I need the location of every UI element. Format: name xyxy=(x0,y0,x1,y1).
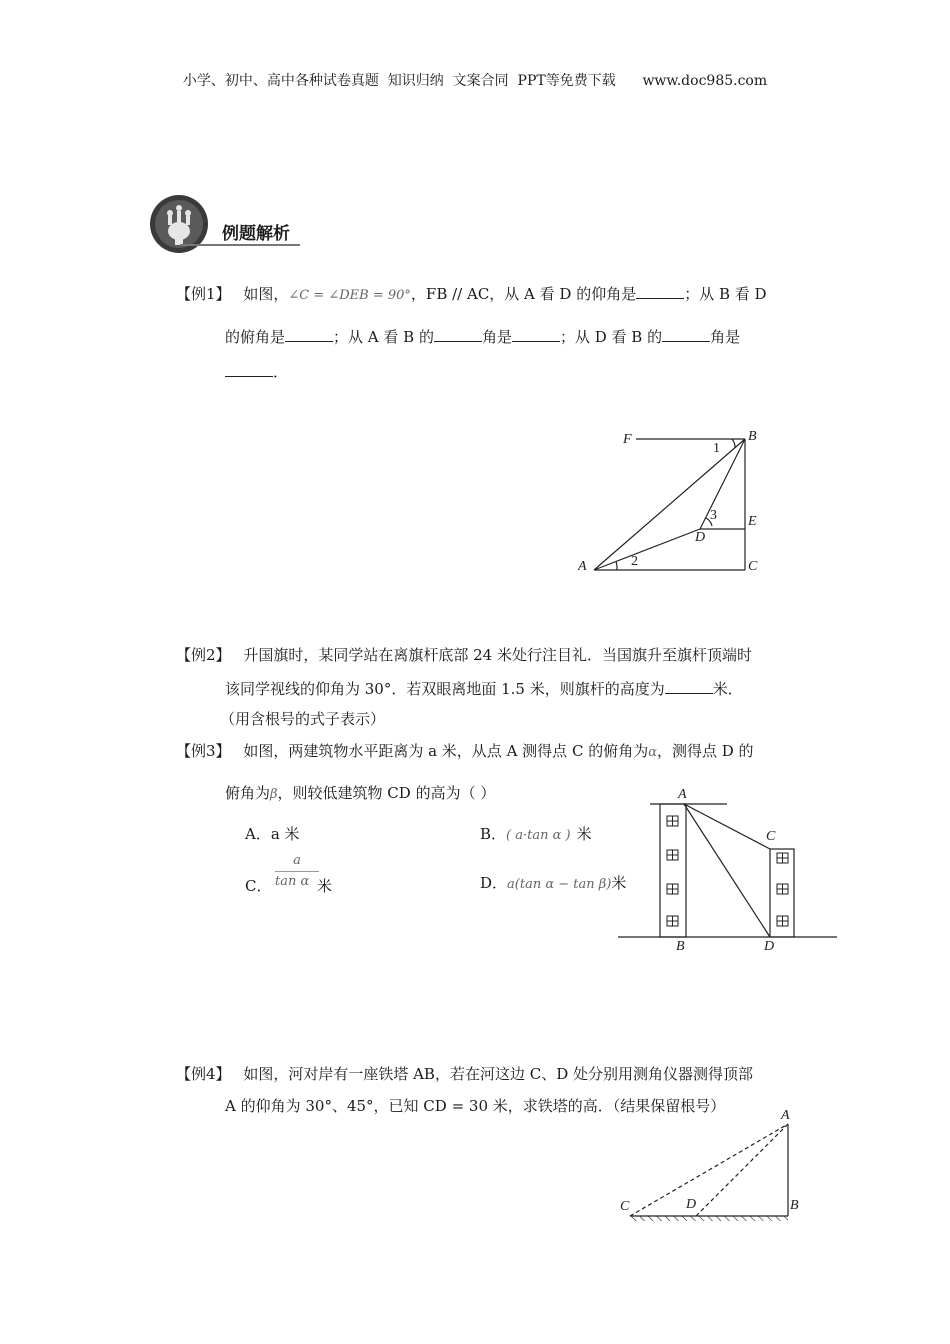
ex3-line2 xyxy=(225,786,495,801)
ex1-line1 xyxy=(176,286,767,302)
ex1-text: 角是 xyxy=(481,328,512,346)
answer-blank[interactable] xyxy=(636,286,684,299)
option-b-unit: 米 xyxy=(576,825,592,843)
ex1-line3 xyxy=(225,364,288,380)
point-label-c: C xyxy=(766,829,776,844)
option-b-formula: ( a·tan α ) xyxy=(506,828,571,843)
point-label-c: C xyxy=(620,1199,630,1214)
ex3-figure xyxy=(612,780,842,955)
ex3-label: 【例3】 xyxy=(176,742,231,760)
sight-line-ca xyxy=(630,1124,788,1216)
ex4-text: 如图，河对岸有一座铁塔 AB，若在河这边 C、D 处分别用测角仪器测得顶部 xyxy=(243,1065,753,1083)
line-db xyxy=(700,439,745,529)
point-label-f: F xyxy=(623,432,632,447)
point-label-e: E xyxy=(748,514,757,529)
point-label-a: A xyxy=(781,1108,790,1123)
angle-label-2: 2 xyxy=(631,554,638,569)
ex1-figure xyxy=(570,420,790,585)
ex4-text: A 的仰角为 30°、45°，已知 CD = 30 米，求铁塔的高．（结果保留根号） xyxy=(225,1097,726,1115)
ex1-text: 如图， xyxy=(243,285,289,303)
angle-label-1: 1 xyxy=(713,441,720,456)
ex3-line1 xyxy=(176,744,754,759)
option-d-formula: a(tan α − tan β) xyxy=(507,877,612,892)
option-c-denominator: tan α xyxy=(275,874,310,889)
option-c-label: C． xyxy=(245,877,272,895)
ex3-option-b[interactable] xyxy=(480,827,592,842)
ex1-text: ，FB // AC，从 A 看 D 的仰角是 xyxy=(410,285,637,303)
ex3-option-d[interactable] xyxy=(480,876,626,891)
option-b-label: B． xyxy=(480,825,507,843)
option-c-numerator: a xyxy=(275,854,319,872)
ex2-line2 xyxy=(225,681,743,697)
ex3-text: 俯角为 xyxy=(225,784,271,802)
line-ab xyxy=(594,439,745,570)
ex3-option-a[interactable] xyxy=(245,827,300,842)
ex1-text: ；从 D 看 B 的 xyxy=(559,328,663,346)
answer-blank[interactable] xyxy=(665,681,713,694)
answer-blank[interactable] xyxy=(662,329,710,342)
point-label-d: D xyxy=(764,939,775,954)
answer-blank[interactable] xyxy=(225,364,273,377)
ex2-label: 【例2】 xyxy=(176,646,231,664)
answer-blank[interactable] xyxy=(512,329,560,342)
point-label-b: B xyxy=(676,939,685,954)
beta-symbol: β xyxy=(270,787,278,802)
angle-label-3: 3 xyxy=(710,508,717,523)
ex2-text: 该同学视线的仰角为 30°．若双眼离地面 1.5 米，则旗杆的高度为 xyxy=(225,680,665,698)
section-title: 例题解析 xyxy=(222,224,290,244)
ground-hatch xyxy=(630,1216,788,1221)
point-label-d: D xyxy=(686,1197,697,1212)
point-label-b: B xyxy=(748,429,757,444)
ex1-text: 角是 xyxy=(710,328,741,346)
alpha-symbol: α xyxy=(648,745,657,760)
ex4-figure xyxy=(610,1102,810,1227)
section-underline xyxy=(180,244,300,246)
ex2-line1 xyxy=(176,648,752,663)
ex2-line3 xyxy=(220,712,385,727)
point-label-d: D xyxy=(695,530,706,545)
option-a-text: A．a 米 xyxy=(245,825,300,843)
option-d-unit: 米 xyxy=(611,874,627,892)
angle-arc-2 xyxy=(616,561,617,570)
answer-blank[interactable] xyxy=(434,329,482,342)
point-label-a: A xyxy=(578,559,587,574)
line-ad xyxy=(594,529,700,570)
answer-blank[interactable] xyxy=(285,329,333,342)
point-label-c: C xyxy=(748,559,758,574)
ex1-end: ． xyxy=(273,363,289,381)
ex1-label: 【例1】 xyxy=(176,285,231,303)
sight-line-ad xyxy=(684,804,770,937)
point-label-a: A xyxy=(678,787,687,802)
ex1-text: 的俯角是 xyxy=(225,328,286,346)
ex3-text: ，则较低建筑物 CD 的高为（ ） xyxy=(277,784,496,802)
ex2-text: 米． xyxy=(712,680,743,698)
point-label-b: B xyxy=(790,1198,799,1213)
ex1-text: ；从 A 看 B 的 xyxy=(333,328,434,346)
ex1-angle-formula: ∠C = ∠DEB = 90° xyxy=(288,288,411,303)
ex3-text: ，测得点 D 的 xyxy=(656,742,754,760)
ex1-line2 xyxy=(225,329,740,345)
ex4-line1 xyxy=(176,1067,753,1082)
ex2-text: （用含根号的式子表示） xyxy=(220,710,386,728)
sight-line-ac xyxy=(684,804,770,849)
ex1-text: ；从 B 看 D xyxy=(684,285,767,303)
ex4-label: 【例4】 xyxy=(176,1065,231,1083)
option-c-unit: 米 xyxy=(317,877,333,895)
angle-arc-1 xyxy=(732,439,735,448)
page-header: 小学、初中、高中各种试卷真题 知识归纳 文案合同 PPT等免费下载 www.doc985.com xyxy=(182,73,768,89)
option-d-label: D． xyxy=(480,874,508,892)
ex3-text: 如图，两建筑物水平距离为 a 米，从点 A 测得点 C 的俯角为 xyxy=(243,742,649,760)
ex2-text: 升国旗时，某同学站在离旗杆底部 24 米处行注目礼．当国旗升至旗杆顶端时 xyxy=(243,646,752,664)
